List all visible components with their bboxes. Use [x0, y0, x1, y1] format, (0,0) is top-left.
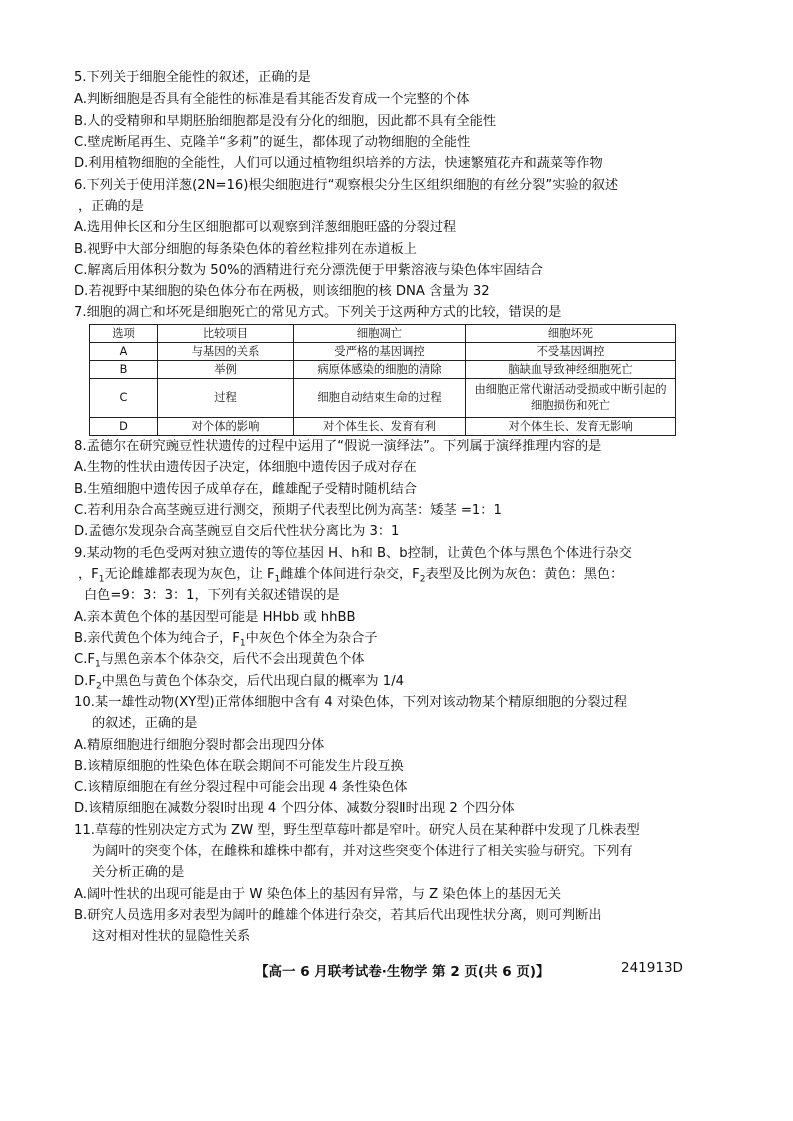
- q6-option-d: D.若视野中某细胞的染色体分布在两极，则该细胞的核 DNA 含量为 32: [74, 284, 490, 299]
- q11-stem-line2: 为阔叶的突变个体，在雌株和雄株中都有，并对这些突变个体进行了相关实验与研究。下列有: [92, 844, 633, 859]
- q11-stem-line3: 关分析正确的是: [92, 865, 185, 880]
- q8-option-c: C.若利用杂合高茎豌豆进行测交，预期子代表型比例为高茎：矮茎 =1：1: [74, 503, 502, 518]
- q6-option-a: A.选用伸长区和分生区细胞都可以观察到洋葱细胞旺盛的分裂过程: [74, 220, 457, 235]
- table-cell: 由细胞正常代谢活动受损或中断引起的细胞损伤和死亡: [466, 379, 676, 418]
- table-header-row: [90, 325, 676, 343]
- q10-option-c: C.该精原细胞在有丝分裂过程中可能会出现 4 条性染色体: [74, 780, 408, 795]
- q10-stem-line2: 的叙述，正确的是: [92, 716, 198, 731]
- table-cell: 病原体感染的细胞的清除: [294, 361, 466, 379]
- table-cell: 不受基因调控: [466, 343, 676, 361]
- table-cell: D: [90, 418, 158, 436]
- table-header-cell: 选项: [90, 325, 158, 343]
- table-cell: 与基因的关系: [158, 343, 294, 361]
- q11-option-a: A.阔叶性状的出现可能是由于 W 染色体上的基因有异常，与 Z 染色体上的基因无关: [74, 887, 562, 902]
- table-cell: C: [90, 379, 158, 418]
- table-cell: 过程: [158, 379, 294, 418]
- q9-option-b: B.亲代黄色个体为纯合子，$F_1$中灰色个体全为杂合子: [74, 631, 378, 649]
- q9-stem-line2: ，$F_1$无论雌雄都表现为灰色，让 $F_1$雌雄个体间进行杂交，$F_2$表型及比例为灰色：黄色：黑色：: [78, 567, 624, 585]
- table-cell: 举例: [158, 361, 294, 379]
- q5-option-c: C.壁虎断尾再生、克隆羊“多莉”的诞生，都体现了动物细胞的全能性: [74, 135, 471, 150]
- q5-stem: 5.下列关于细胞全能性的叙述，正确的是: [74, 70, 311, 85]
- table-cell: 受严格的基因调控: [294, 343, 466, 361]
- q10-option-d: D.该精原细胞在减数分裂Ⅰ时出现 4 个四分体、减数分裂Ⅱ时出现 2 个四分体: [74, 801, 515, 816]
- q8-option-b: B.生殖细胞中遗传因子成单存在，雌雄配子受精时随机结合: [74, 482, 417, 497]
- table-header-cell: 细胞凋亡: [294, 325, 466, 343]
- table-cell: 对个体的影响: [158, 418, 294, 436]
- q9-stem-line3: 白色=9：3：3：1，下列有关叙述错误的是: [84, 588, 340, 603]
- q8-stem: 8.孟德尔在研究豌豆性状遗传的过程中运用了“假说一演绎法”。下列属于演绎推理内容的是: [74, 439, 602, 454]
- q8-option-d: D.孟德尔发现杂合高茎豌豆自交后代性状分离比为 3：1: [74, 524, 400, 539]
- q7-stem: 7.细胞的凋亡和坏死是细胞死亡的常见方式。下列关于这两种方式的比较，错误的是: [74, 305, 562, 320]
- table-cell: 对个体生长、发育有利: [294, 418, 466, 436]
- table-row: [90, 343, 676, 361]
- q11-option-b-line2: 这对相对性状的显隐性关系: [92, 929, 251, 944]
- table-cell: A: [90, 343, 158, 361]
- q11-stem-line1: 11.草莓的性别决定方式为 ZW 型，野生型草莓叶都是窄叶。研究人员在某种群中发现了几株表型: [74, 823, 640, 838]
- q11-option-b-line1: B.研究人员选用多对表型为阔叶的雌雄个体进行杂交，若其后代出现性状分离，则可判断出: [74, 908, 602, 923]
- table-row: [90, 418, 676, 436]
- q10-stem-line1: 10.某一雄性动物(XY型)正常体细胞中含有 4 对染色体，下列对该动物某个精原细胞的分裂过程: [74, 695, 628, 710]
- q5-option-d: D.利用植物细胞的全能性，人们可以通过植物组织培养的方法，快速繁殖花卉和蔬菜等作物: [74, 156, 603, 171]
- q8-option-a: A.生物的性状由遗传因子决定，体细胞中遗传因子成对存在: [74, 460, 417, 475]
- q9-option-d: $D.F_2$中黑色与黄色个体杂交，后代出现白鼠的概率为 1/4: [74, 674, 405, 692]
- table-cell: 脑缺血导致神经细胞死亡: [466, 361, 676, 379]
- q10-option-b: B.该精原细胞的性染色体在联会期间不可能发生片段互换: [74, 759, 404, 774]
- table-header-cell: 比较项目: [158, 325, 294, 343]
- q6-option-c: C.解离后用体积分数为 50%的酒精进行充分漂洗便于甲紫溶液与染色体牢固结合: [74, 263, 543, 278]
- table-cell: 细胞自动结束生命的过程: [294, 379, 466, 418]
- table-row: [90, 379, 676, 418]
- table-row: [90, 361, 676, 379]
- q6-stem-line2: ，正确的是: [78, 199, 144, 214]
- q5-option-a: A.判断细胞是否具有全能性的标准是看其能否发育成一个完整的个体: [74, 92, 470, 107]
- page-footer-title: 【高一 6 月联考试卷·生物学 第 2 页(共 6 页)】: [255, 964, 550, 980]
- q9-option-c: $C.F_1$与黑色亲本个体杂交，后代不会出现黄色个体: [74, 652, 365, 670]
- q6-option-b: B.视野中大部分细胞的每条染色体的着丝粒排列在赤道板上: [74, 242, 417, 257]
- table-header-cell: 细胞坏死: [466, 325, 676, 343]
- page-footer-code: 241913D: [621, 960, 683, 976]
- q7-comparison-table: [89, 324, 676, 436]
- q10-option-a: A.精原细胞进行细胞分裂时都会出现四分体: [74, 738, 325, 753]
- q9-stem-line1: 9.某动物的毛色受两对独立遗传的等位基因 H、h和 B、b控制，让黄色个体与黑色个体进行杂交: [74, 546, 632, 561]
- table-cell: B: [90, 361, 158, 379]
- q9-option-a: A.亲本黄色个体的基因型可能是 HHbb 或 hhBB: [74, 610, 356, 625]
- q6-stem-line1: 6.下列关于使用洋葱(2N=16)根尖细胞进行“观察根尖分生区组织细胞的有丝分裂”实验的叙述: [74, 178, 619, 193]
- q5-option-b: B.人的受精卵和早期胚胎细胞都是没有分化的细胞，因此都不具有全能性: [74, 114, 497, 129]
- table-cell: 对个体生长、发育无影响: [466, 418, 676, 436]
